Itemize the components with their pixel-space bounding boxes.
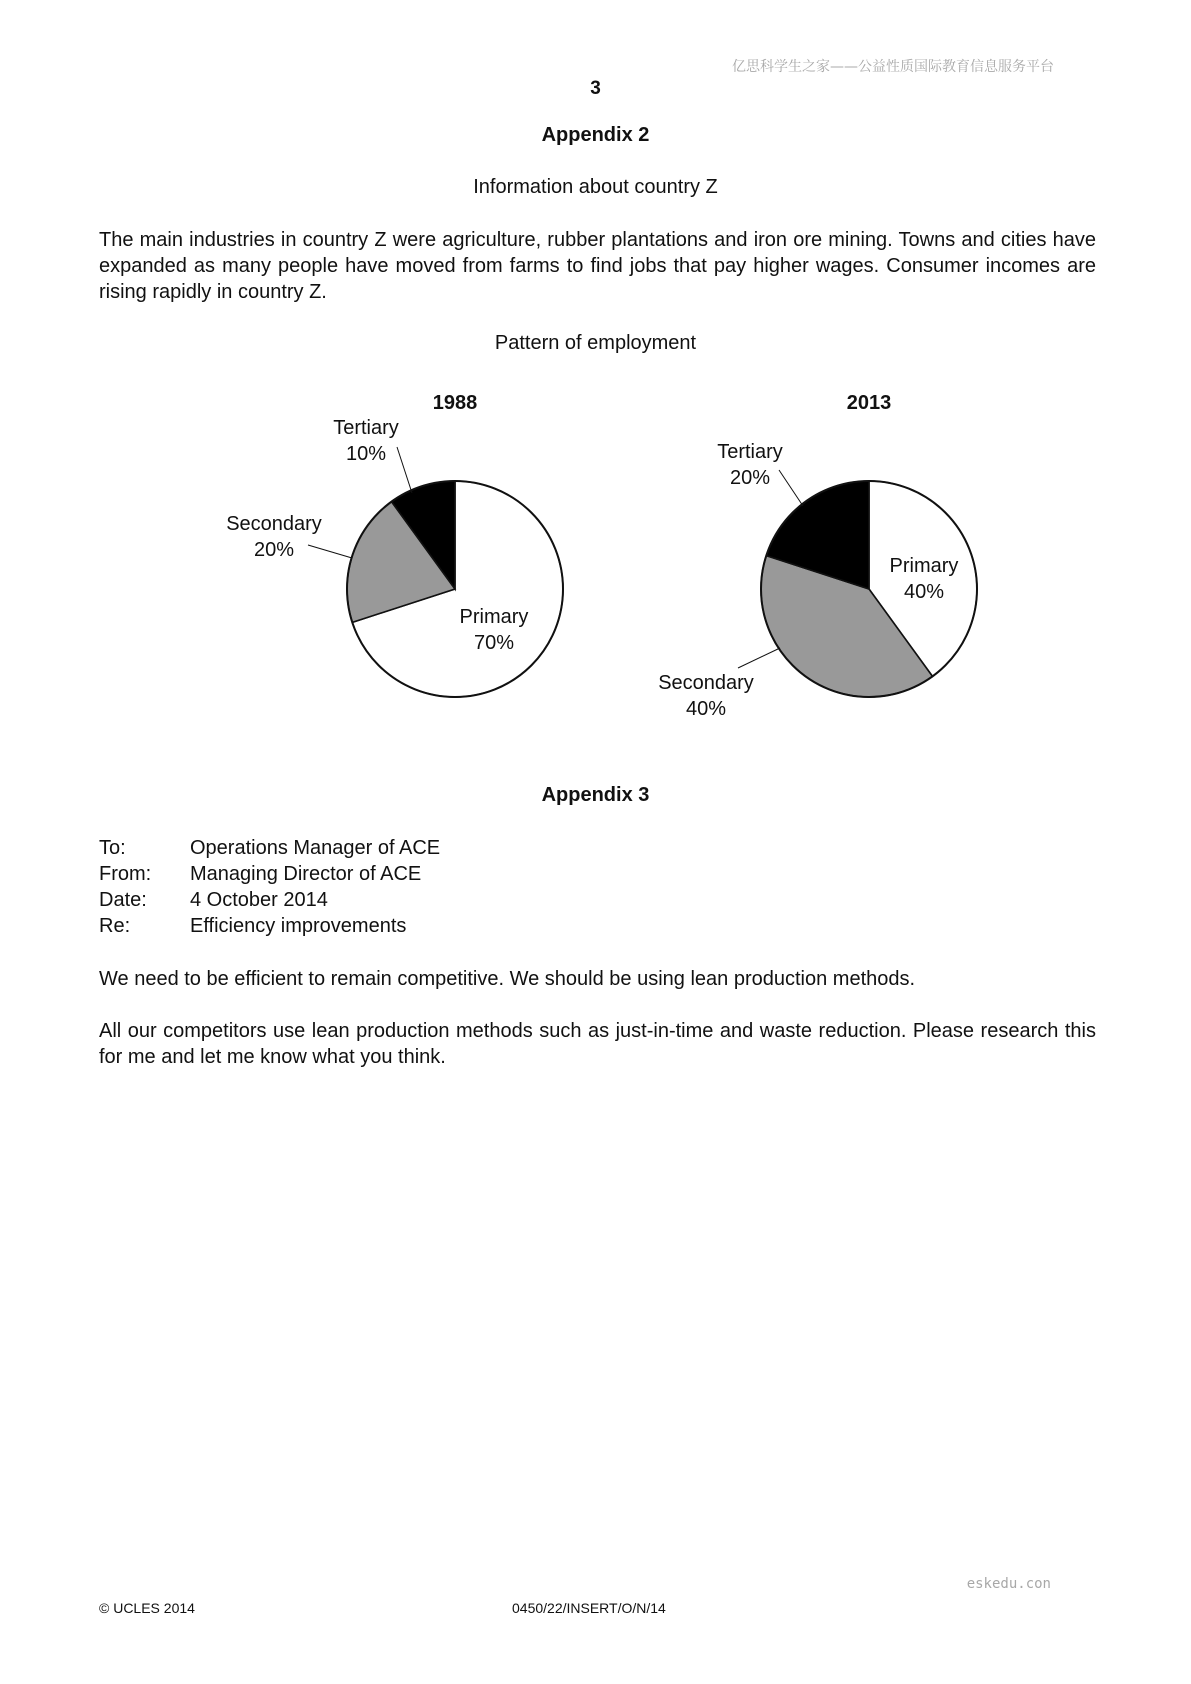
- memo-row-date: [99, 887, 440, 913]
- slice-value-primary: 40%: [903, 581, 945, 603]
- memo-row-to: [99, 835, 440, 861]
- leader-line-secondary: [308, 545, 352, 558]
- memo-key-from: From:: [99, 863, 152, 885]
- footer-copyright: © UCLES 2014: [99, 1600, 195, 1616]
- slice-value-secondary: 40%: [685, 698, 727, 720]
- chart-heading: Pattern of employment: [494, 332, 697, 354]
- page-number: 3: [590, 78, 601, 99]
- slice-label-secondary: Secondary: [658, 672, 754, 694]
- leader-line-tertiary: [397, 447, 412, 493]
- slice-label-primary: Primary: [889, 555, 959, 577]
- slice-value-tertiary: 10%: [345, 443, 387, 465]
- appendix-2-title: Appendix 2: [541, 124, 650, 146]
- appendix-2-paragraph: The main industries in country Z were agriculture, rubber plantations and iron ore mining. Towns and cities have expanded as many people have moved from farms to find jobs that pay higher wages. Consumer incomes are rising rapidly in country Z.: [99, 229, 1096, 303]
- leader-line-secondary: [738, 648, 780, 668]
- slice-label-tertiary: Tertiary: [333, 417, 399, 439]
- slice-label-tertiary: Tertiary: [717, 441, 783, 463]
- memo-paragraph-1: We need to be efficient to remain competitive. We should be using lean production methods.: [99, 968, 916, 990]
- memo-header: [99, 835, 440, 939]
- memo-key-date: Date:: [99, 889, 147, 911]
- appendix-3-title: Appendix 3: [541, 784, 650, 806]
- watermark-top: 亿思科学生之家——公益性质国际教育信息服务平台: [732, 59, 1054, 75]
- memo-key-re: Re:: [99, 915, 131, 937]
- slice-value-tertiary: 20%: [729, 467, 771, 489]
- leader-line-tertiary: [779, 470, 803, 506]
- slice-label-primary: Primary: [459, 606, 529, 628]
- pie-chart-2013: [658, 392, 977, 720]
- pie-title: 2013: [846, 392, 892, 414]
- memo-value-to: Operations Manager of ACE: [190, 837, 441, 859]
- memo-value-from: Managing Director of ACE: [190, 863, 422, 885]
- slice-value-secondary: 20%: [253, 539, 295, 561]
- appendix-2-subtitle: Information about country Z: [473, 176, 718, 198]
- slice-value-primary: 70%: [473, 632, 515, 654]
- memo-key-to: To:: [99, 837, 126, 859]
- memo-value-date: 4 October 2014: [190, 889, 328, 911]
- memo-row-from: [99, 861, 440, 887]
- footer-paper-code: 0450/22/INSERT/O/N/14: [512, 1600, 666, 1616]
- watermark-bottom: eskedu.con: [966, 1576, 1051, 1592]
- pie-title: 1988: [432, 392, 478, 414]
- memo-value-re: Efficiency improvements: [190, 915, 407, 937]
- employment-pie-charts: [0, 0, 1191, 760]
- memo-row-re: [99, 913, 440, 939]
- pie-chart-1988: [226, 392, 563, 697]
- memo-paragraph-2: All our competitors use lean production methods such as just-in-time and waste reduction. Please research this for me and let me know what you think.: [99, 1020, 1096, 1068]
- slice-label-secondary: Secondary: [226, 513, 322, 535]
